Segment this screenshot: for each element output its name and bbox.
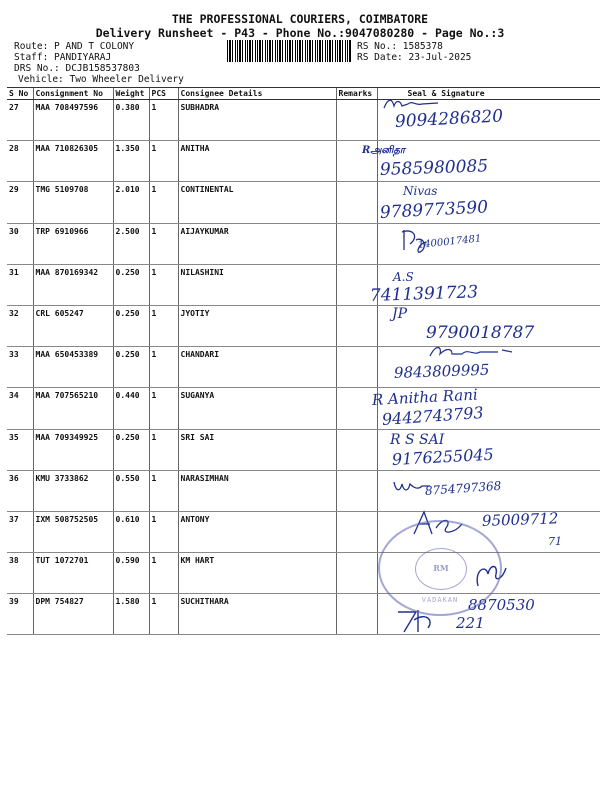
consignee: SUCHITHARA xyxy=(178,594,336,635)
stamp-center: RM xyxy=(415,548,467,590)
handwritten-phone: 71 xyxy=(548,535,562,548)
pcs: 1 xyxy=(149,100,178,141)
consignment-no: DPM 754827 xyxy=(33,594,113,635)
handwritten-name: A.S xyxy=(393,270,414,284)
weight: 0.250 xyxy=(113,347,149,388)
weight: 0.550 xyxy=(113,470,149,511)
consignment-no: TMG 5109708 xyxy=(33,182,113,223)
consignee: CONTINENTAL xyxy=(178,182,336,223)
sno: 28 xyxy=(7,141,33,182)
consignee: SUBHADRA xyxy=(178,100,336,141)
weight: 1.350 xyxy=(113,141,149,182)
weight: 0.590 xyxy=(113,553,149,594)
handwritten-phone: 9094286820 xyxy=(394,106,504,132)
remarks xyxy=(336,223,377,264)
handwritten-phone: 95009712 xyxy=(481,509,559,530)
pcs: 1 xyxy=(149,264,178,305)
consignee: ANITHA xyxy=(178,141,336,182)
rs-date: RS Date: 23-Jul-2025 xyxy=(357,52,472,63)
handwritten-phone: 8754797368 xyxy=(424,478,502,498)
handwritten-phone: 1400017481 xyxy=(417,233,482,251)
weight: 2.500 xyxy=(113,223,149,264)
weight: 0.250 xyxy=(113,264,149,305)
barcode xyxy=(227,40,351,62)
consignment-no: TUT 1072701 xyxy=(33,553,113,594)
pcs: 1 xyxy=(149,223,178,264)
handwritten-name: Nivas xyxy=(403,184,438,198)
staff-label: Staff: PANDIYARAJ xyxy=(14,52,112,63)
remarks xyxy=(336,553,377,594)
sno: 37 xyxy=(7,511,33,552)
handwritten-phone: 9442743793 xyxy=(381,402,485,429)
consignee: AIJAYKUMAR xyxy=(178,223,336,264)
remarks xyxy=(336,594,377,635)
consignee: SUGANYA xyxy=(178,388,336,429)
handwritten-phone: 8870530 xyxy=(468,596,535,614)
pcs: 1 xyxy=(149,429,178,470)
sno: 31 xyxy=(7,264,33,305)
consignee: NILASHINI xyxy=(178,264,336,305)
rubber-stamp xyxy=(378,520,502,616)
weight: 1.580 xyxy=(113,594,149,635)
runsheet-subtitle: Delivery Runsheet - P43 - Phone No.:9047080280 - Page No.:3 xyxy=(95,26,505,40)
weight: 0.250 xyxy=(113,429,149,470)
handwritten-name: JP xyxy=(392,306,408,322)
sno: 35 xyxy=(7,429,33,470)
sno: 27 xyxy=(7,100,33,141)
handwritten-phone: 9789773590 xyxy=(379,197,489,223)
handwritten-phone: 9843809995 xyxy=(393,360,490,382)
drs-label: DRS No.: DCJB158537803 xyxy=(14,63,140,74)
sno: 30 xyxy=(7,223,33,264)
consignment-no: TRP 6910966 xyxy=(33,223,113,264)
table-row xyxy=(7,141,600,182)
consignment-no: MAA 870169342 xyxy=(33,264,113,305)
handwritten-phone: 9585980085 xyxy=(379,156,489,180)
handwritten-phone: 221 xyxy=(456,614,485,632)
col-remarks: Remarks xyxy=(336,88,377,100)
handwritten-phone: 7411391723 xyxy=(369,282,479,306)
consignment-no: MAA 708497596 xyxy=(33,100,113,141)
route-label: Route: P AND T COLONY xyxy=(14,41,135,52)
table-row xyxy=(7,388,600,429)
remarks xyxy=(336,470,377,511)
weight: 0.380 xyxy=(113,100,149,141)
pcs: 1 xyxy=(149,470,178,511)
table-header xyxy=(7,88,600,100)
consignment-no: MAA 707565210 xyxy=(33,388,113,429)
remarks xyxy=(336,511,377,552)
company-title: THE PROFESSIONAL COURIERS, COIMBATORE xyxy=(171,12,429,26)
pcs: 1 xyxy=(149,305,178,346)
remarks xyxy=(336,182,377,223)
pcs: 1 xyxy=(149,347,178,388)
consignee: CHANDARI xyxy=(178,347,336,388)
pcs: 1 xyxy=(149,594,178,635)
col-consignee: Consignee Details xyxy=(178,88,336,100)
weight: 2.010 xyxy=(113,182,149,223)
weight: 0.440 xyxy=(113,388,149,429)
weight: 0.610 xyxy=(113,511,149,552)
col-sno: S No xyxy=(7,88,33,100)
consignment-no: KMU 3733862 xyxy=(33,470,113,511)
table-row xyxy=(7,470,600,511)
consignee: NARASIMHAN xyxy=(178,470,336,511)
pcs: 1 xyxy=(149,182,178,223)
table-row xyxy=(7,182,600,223)
col-weight: Weight xyxy=(113,88,149,100)
sno: 33 xyxy=(7,347,33,388)
remarks xyxy=(336,347,377,388)
sno: 39 xyxy=(7,594,33,635)
table-row xyxy=(7,429,600,470)
table-row xyxy=(7,264,600,305)
handwritten-name: Rஅனிதா xyxy=(362,145,406,156)
stamp-ring-text: VADAKAN xyxy=(421,596,459,604)
weight: 0.250 xyxy=(113,305,149,346)
consignment-no: IXM 508752505 xyxy=(33,511,113,552)
consignee: JYOTIY xyxy=(178,305,336,346)
pcs: 1 xyxy=(149,388,178,429)
handwritten-name: R Anitha Rani xyxy=(371,385,479,409)
handwritten-name: R S SAI xyxy=(390,432,445,448)
remarks xyxy=(336,100,377,141)
sno: 34 xyxy=(7,388,33,429)
remarks xyxy=(336,429,377,470)
table-row xyxy=(7,223,600,264)
consignment-no: CRL 605247 xyxy=(33,305,113,346)
pcs: 1 xyxy=(149,141,178,182)
consignment-no: MAA 709349925 xyxy=(33,429,113,470)
col-pcs: PCS xyxy=(149,88,178,100)
col-signature: Seal & Signature xyxy=(377,88,600,100)
sno: 29 xyxy=(7,182,33,223)
table-row xyxy=(7,100,600,141)
pcs: 1 xyxy=(149,511,178,552)
consignment-no: MAA 650453389 xyxy=(33,347,113,388)
handwritten-phone: 9176255045 xyxy=(391,444,495,469)
handwritten-phone: 9790018787 xyxy=(426,323,535,343)
consignee: KM HART xyxy=(178,553,336,594)
signature-scribble xyxy=(428,342,518,362)
sno: 32 xyxy=(7,305,33,346)
consignee: SRI SAI xyxy=(178,429,336,470)
col-consignment: Consignment No xyxy=(33,88,113,100)
sno: 38 xyxy=(7,553,33,594)
consignee: ANTONY xyxy=(178,511,336,552)
vehicle-label: Vehicle: Two Wheeler Delivery xyxy=(18,74,184,85)
pcs: 1 xyxy=(149,553,178,594)
remarks xyxy=(336,305,377,346)
rs-number: RS No.: 1585378 xyxy=(357,41,443,52)
sno: 36 xyxy=(7,470,33,511)
consignment-no: MAA 710826305 xyxy=(33,141,113,182)
